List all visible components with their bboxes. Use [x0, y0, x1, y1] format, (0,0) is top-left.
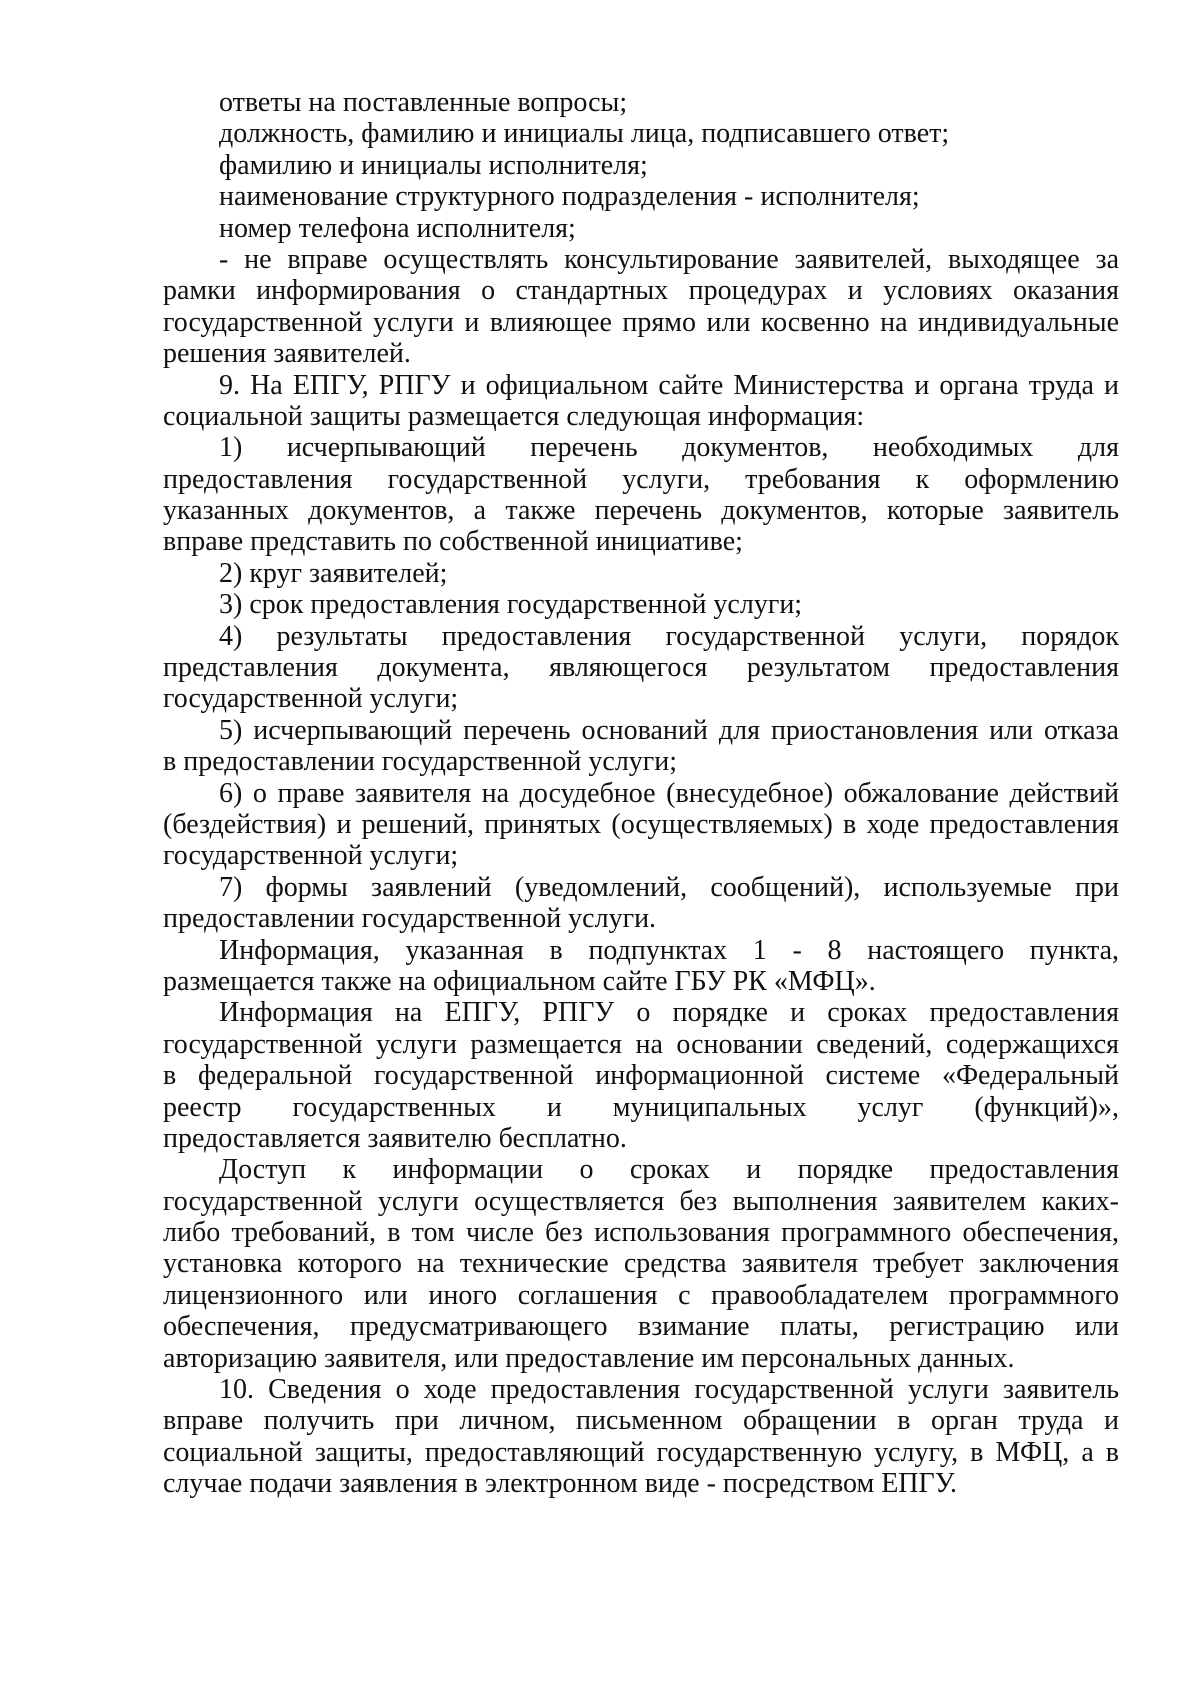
text-line: в федеральной государственной информационной системе «Федеральный	[163, 1060, 1119, 1092]
text-line: указанных документов, а также перечень документов, которые заявитель	[163, 495, 1119, 527]
text-line: 5) исчерпывающий перечень оснований для приостановления или отказа	[219, 714, 1119, 746]
text-line: предоставлении государственной услуги.	[163, 903, 657, 935]
text-line: социальной защиты, предоставляющий государственную услугу, в МФЦ, а в	[163, 1436, 1119, 1468]
text-line: 3) срок предоставления государственной услуги;	[219, 589, 803, 621]
text-line: обеспечения, предусматривающего взимание платы, регистрацию или	[163, 1311, 1119, 1343]
text-line: государственной услуги;	[163, 683, 459, 715]
text-line: решения заявителей.	[163, 338, 411, 370]
text-line: рамки информирования о стандартных процедурах и условиях оказания	[163, 275, 1119, 307]
text-line: фамилию и инициалы исполнителя;	[219, 149, 648, 181]
text-line: предоставляется заявителю бесплатно.	[163, 1122, 627, 1154]
text-line: 9. На ЕПГУ, РПГУ и официальном сайте Министерства и органа труда и	[219, 369, 1119, 401]
text-line: 2) круг заявителей;	[219, 557, 448, 589]
text-line: социальной защиты размещается следующая информация:	[163, 400, 865, 432]
text-line: авторизацию заявителя, или предоставление им персональных данных.	[163, 1342, 1015, 1374]
text-line: (бездействия) и решений, принятых (осуществляемых) в ходе предоставления	[163, 808, 1119, 840]
text-line: государственной услуги;	[163, 840, 459, 872]
text-line: размещается также на официальном сайте ГБУ РК «МФЦ».	[163, 965, 876, 997]
text-line: Информация, указанная в подпунктах 1 - 8 настоящего пункта,	[219, 934, 1119, 966]
text-line: государственной услуги размещается на основании сведений, содержащихся	[163, 1028, 1119, 1060]
text-line: Информация на ЕПГУ, РПГУ о порядке и сроках предоставления	[219, 997, 1119, 1029]
text-line: номер телефона исполнителя;	[219, 212, 576, 244]
text-line: 7) формы заявлений (уведомлений, сообщений), используемые при	[219, 871, 1119, 903]
text-line: в предоставлении государственной услуги;	[163, 746, 678, 778]
text-line: - не вправе осуществлять консультирование заявителей, выходящее за	[219, 243, 1119, 275]
text-line: представления документа, являющегося результатом предоставления	[163, 652, 1119, 684]
text-line: либо требований, в том числе без использования программного обеспечения,	[163, 1217, 1119, 1249]
text-line: наименование структурного подразделения - исполнителя;	[219, 181, 920, 213]
text-line: ответы на поставленные вопросы;	[219, 87, 628, 118]
document-body	[163, 87, 1119, 1500]
text-line: реестр государственных и муниципальных услуг (функций)»,	[163, 1091, 1119, 1123]
text-line: лицензионного или иного соглашения с правообладателем программного	[163, 1279, 1119, 1311]
text-line: 1) исчерпывающий перечень документов, необходимых для	[219, 432, 1119, 464]
text-line: государственной услуги и влияющее прямо или косвенно на индивидуальные	[163, 306, 1119, 338]
text-line: установка которого на технические средства заявителя требует заключения	[163, 1248, 1119, 1280]
text-line: 6) о праве заявителя на досудебное (внесудебное) обжалование действий	[219, 777, 1119, 809]
text-line: вправе представить по собственной инициативе;	[163, 526, 743, 558]
text-line: предоставления государственной услуги, требования к оформлению	[163, 463, 1119, 495]
text-line: вправе получить при личном, письменном обращении в орган труда и	[163, 1405, 1119, 1437]
text-line: 4) результаты предоставления государственной услуги, порядок	[219, 620, 1119, 652]
text-line: случае подачи заявления в электронном виде - посредством ЕПГУ.	[163, 1468, 957, 1500]
text-line: государственной услуги осуществляется без выполнения заявителем каких-	[163, 1185, 1119, 1217]
text-line: Доступ к информации о сроках и порядке предоставления	[219, 1154, 1119, 1186]
text-line: должность, фамилию и инициалы лица, подписавшего ответ;	[219, 118, 950, 150]
text-line: 10. Сведения о ходе предоставления государственной услуги заявитель	[219, 1374, 1119, 1406]
